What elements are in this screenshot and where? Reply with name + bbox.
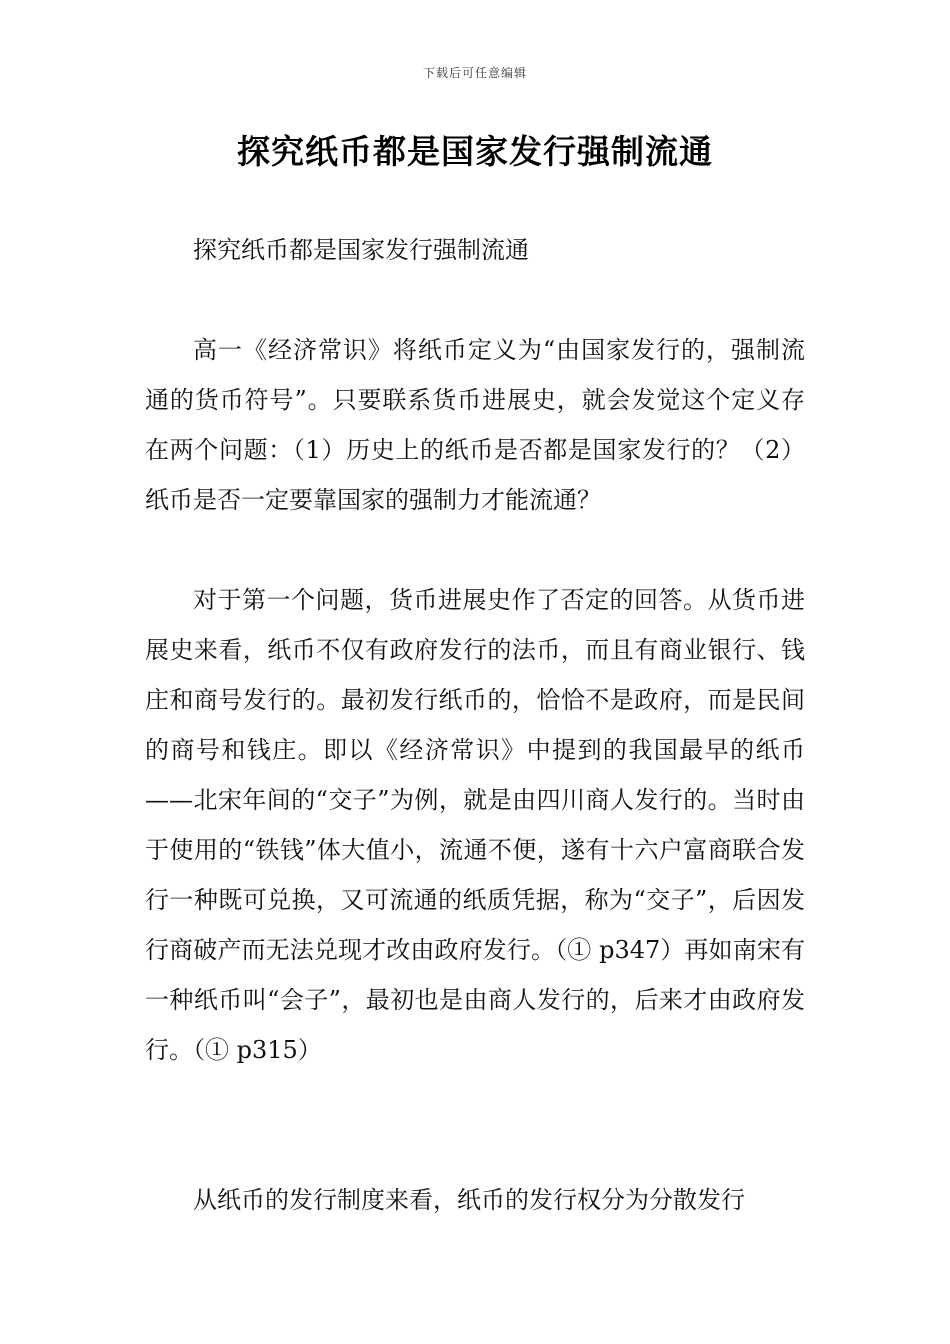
paragraph-3: 从纸币的发行制度来看，纸币的发行权分为分散发行 — [193, 1186, 745, 1214]
paragraph-1: 高一《经济常识》将纸币定义为“由国家发行的，强制流通的货币符号”。只要联系货币进展史，就会发觉这个定义存在两个问题：（1）历史上的纸币是否都是国家发行的？（2）纸币是否一定要靠国家的强制力才能流通？ — [145, 336, 805, 514]
document-title: 探究纸币都是国家发行强制流通 — [237, 132, 713, 171]
paragraph-2: 对于第一个问题，货币进展史作了否定的回答。从货币进展史来看，纸币不仅有政府发行的法币，而且有商业银行、钱庄和商号发行的。最初发行纸币的，恰恰不是政府，而是民间的商号和钱庄。即以《经济常识》中提到的我国最早的纸币——北宋年间的“交子”为例，就是由四川商人发行的。当时由于使用的“铁钱”体大值小，流通不便，遂有十六户富商联合发行一种既可兑换，又可流通的纸质凭据，称为“交子”，后因发行商破产而无法兑现才改由政府发行。（① p347）再如南宋有一种纸币叫“会子”，最初也是由商人发行的，后来才由政府发行。（① p315） — [145, 586, 805, 1064]
document-subtitle: 探究纸币都是国家发行强制流通 — [193, 236, 529, 264]
header-note: 下载后可任意编辑 — [422, 66, 527, 80]
